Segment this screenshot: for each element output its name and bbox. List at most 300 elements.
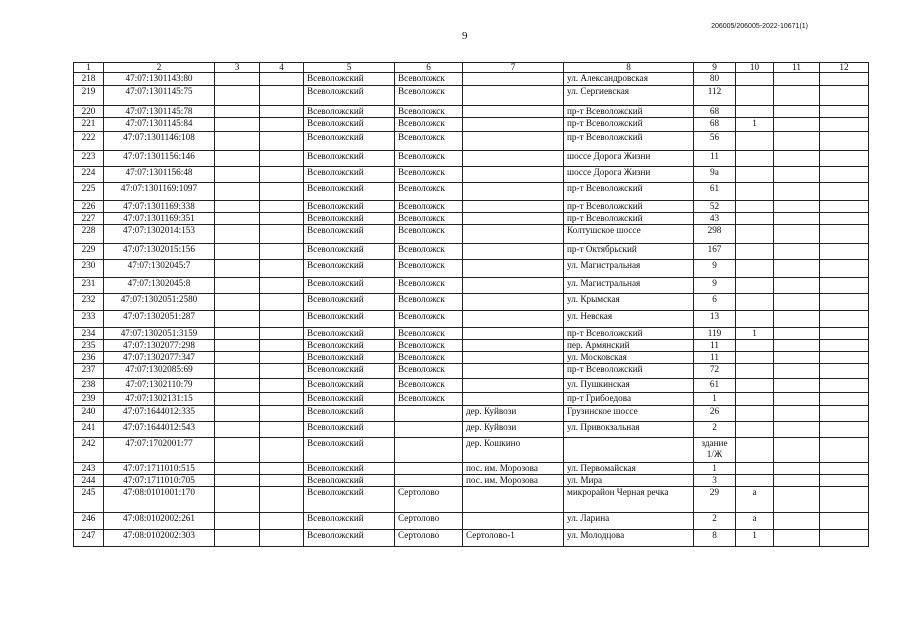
city-cell: Всеволожск (395, 106, 463, 118)
street-cell: пр-т Всеволожский (564, 364, 694, 379)
col3-cell (215, 294, 260, 311)
column-header: 11 (774, 63, 820, 73)
row-number-cell: 234 (74, 328, 104, 340)
settlement-cell (463, 487, 564, 513)
cadastral-number-cell: 47:07:1702001:77 (104, 438, 215, 463)
col12-cell (820, 487, 869, 513)
settlement-cell: пос. им. Морозова (463, 475, 564, 487)
col3-cell (215, 244, 260, 260)
city-cell (395, 406, 463, 422)
cadastral-number-cell: 47:07:1301156:48 (104, 167, 215, 183)
col4-cell (260, 475, 304, 487)
street-cell (564, 438, 694, 463)
col12-cell (820, 244, 869, 260)
col10-cell (736, 213, 774, 225)
col12-cell (820, 260, 869, 278)
settlement-cell (463, 311, 564, 328)
house-number-cell: 9а (694, 167, 736, 183)
col11-cell (774, 406, 820, 422)
col10-cell (736, 379, 774, 393)
street-cell: пр-т Всеволожский (564, 106, 694, 118)
street-cell: Грузинское шоссе (564, 406, 694, 422)
col10-cell (736, 244, 774, 260)
column-header: 6 (395, 63, 463, 73)
col3-cell (215, 260, 260, 278)
settlement-cell: пос. им. Морозова (463, 463, 564, 475)
col4-cell (260, 244, 304, 260)
col10-cell (736, 463, 774, 475)
row-number-cell: 229 (74, 244, 104, 260)
col11-cell (774, 132, 820, 151)
district-cell: Всеволожский (304, 225, 395, 244)
cadastral-number-cell: 47:07:1301146:108 (104, 132, 215, 151)
col4-cell (260, 213, 304, 225)
house-number-cell: 61 (694, 379, 736, 393)
settlement-cell (463, 132, 564, 151)
settlement-cell (463, 340, 564, 352)
col10-cell (736, 167, 774, 183)
col3-cell (215, 183, 260, 201)
house-number-cell: 11 (694, 352, 736, 364)
city-cell: Всеволожск (395, 311, 463, 328)
district-cell: Всеволожский (304, 278, 395, 294)
col12-cell (820, 379, 869, 393)
col4-cell (260, 352, 304, 364)
district-cell: Всеволожский (304, 513, 395, 530)
house-number-cell: 6 (694, 294, 736, 311)
house-number-cell: 80 (694, 73, 736, 86)
col12-cell (820, 438, 869, 463)
col12-cell (820, 201, 869, 213)
col11-cell (774, 379, 820, 393)
col4-cell (260, 86, 304, 106)
col10-cell: а (736, 487, 774, 513)
col11-cell (774, 463, 820, 475)
table-row (74, 406, 869, 422)
col11-cell (774, 86, 820, 106)
house-number-cell: 68 (694, 106, 736, 118)
row-number-cell: 236 (74, 352, 104, 364)
district-cell: Всеволожский (304, 422, 395, 438)
table-row (74, 73, 869, 86)
column-header: 5 (304, 63, 395, 73)
street-cell: ул. Московская (564, 352, 694, 364)
row-number-cell: 245 (74, 487, 104, 513)
district-cell: Всеволожский (304, 118, 395, 132)
district-cell: Всеволожский (304, 183, 395, 201)
cadastral-number-cell: 47:07:1644012:543 (104, 422, 215, 438)
city-cell: Всеволожск (395, 183, 463, 201)
city-cell: Всеволожск (395, 294, 463, 311)
col4-cell (260, 328, 304, 340)
col12-cell (820, 311, 869, 328)
col12-cell (820, 213, 869, 225)
col11-cell (774, 73, 820, 86)
col12-cell (820, 340, 869, 352)
row-number-cell: 227 (74, 213, 104, 225)
street-cell: ул. Александровская (564, 73, 694, 86)
col3-cell (215, 530, 260, 547)
street-cell: ул. Пушкинская (564, 379, 694, 393)
street-cell: пр-т Грибоедова (564, 393, 694, 406)
cadastral-number-cell: 47:07:1301143:80 (104, 73, 215, 86)
col12-cell (820, 167, 869, 183)
col3-cell (215, 328, 260, 340)
table-body (74, 73, 869, 547)
col10-cell (736, 294, 774, 311)
col11-cell (774, 167, 820, 183)
cadastral-number-cell: 47:07:1302051:287 (104, 311, 215, 328)
street-cell: ул. Магистральная (564, 278, 694, 294)
column-header: 9 (694, 63, 736, 73)
city-cell: Всеволожск (395, 340, 463, 352)
street-cell: ул. Привокзальная (564, 422, 694, 438)
city-cell: Всеволожск (395, 278, 463, 294)
district-cell: Всеволожский (304, 463, 395, 475)
settlement-cell: дер. Куйвози (463, 422, 564, 438)
settlement-cell (463, 118, 564, 132)
col4-cell (260, 487, 304, 513)
column-header: 10 (736, 63, 774, 73)
col11-cell (774, 530, 820, 547)
table-row (74, 513, 869, 530)
table-row (74, 225, 869, 244)
col12-cell (820, 422, 869, 438)
col11-cell (774, 422, 820, 438)
city-cell (395, 438, 463, 463)
settlement-cell: дер. Куйвози (463, 406, 564, 422)
district-cell: Всеволожский (304, 244, 395, 260)
col10-cell (736, 340, 774, 352)
city-cell: Всеволожск (395, 393, 463, 406)
col12-cell (820, 278, 869, 294)
col4-cell (260, 513, 304, 530)
col3-cell (215, 487, 260, 513)
table-row (74, 463, 869, 475)
cadastral-number-cell: 47:07:1302131:15 (104, 393, 215, 406)
col10-cell (736, 278, 774, 294)
district-cell: Всеволожский (304, 86, 395, 106)
col4-cell (260, 340, 304, 352)
col3-cell (215, 438, 260, 463)
settlement-cell (463, 151, 564, 167)
col3-cell (215, 364, 260, 379)
col11-cell (774, 311, 820, 328)
district-cell: Всеволожский (304, 151, 395, 167)
table-row (74, 244, 869, 260)
street-cell: пер. Армянский (564, 340, 694, 352)
city-cell: Всеволожск (395, 328, 463, 340)
cadastral-number-cell: 47:07:1302045:8 (104, 278, 215, 294)
col12-cell (820, 225, 869, 244)
col12-cell (820, 393, 869, 406)
table-row (74, 379, 869, 393)
cadastral-number-cell: 47:07:1302110:79 (104, 379, 215, 393)
column-header: 1 (74, 63, 104, 73)
column-header: 4 (260, 63, 304, 73)
col10-cell (736, 201, 774, 213)
col10-cell (736, 364, 774, 379)
col4-cell (260, 106, 304, 118)
col4-cell (260, 151, 304, 167)
row-number-cell: 220 (74, 106, 104, 118)
settlement-cell (463, 86, 564, 106)
row-number-cell: 225 (74, 183, 104, 201)
house-number-cell: 61 (694, 183, 736, 201)
house-number-cell: 56 (694, 132, 736, 151)
house-number-cell: 298 (694, 225, 736, 244)
table-row (74, 201, 869, 213)
row-number-cell: 228 (74, 225, 104, 244)
col12-cell (820, 513, 869, 530)
settlement-cell (463, 328, 564, 340)
col10-cell: а (736, 513, 774, 530)
house-number-cell: 13 (694, 311, 736, 328)
district-cell: Всеволожский (304, 73, 395, 86)
col11-cell (774, 183, 820, 201)
col11-cell (774, 260, 820, 278)
column-header: 3 (215, 63, 260, 73)
street-cell: Колтушское шоссе (564, 225, 694, 244)
col12-cell (820, 364, 869, 379)
col12-cell (820, 118, 869, 132)
col11-cell (774, 487, 820, 513)
city-cell: Сертолово (395, 487, 463, 513)
street-cell: пр-т Всеволожский (564, 183, 694, 201)
district-cell: Всеволожский (304, 311, 395, 328)
city-cell: Всеволожск (395, 213, 463, 225)
city-cell: Всеволожск (395, 352, 463, 364)
settlement-cell (463, 183, 564, 201)
city-cell: Всеволожск (395, 379, 463, 393)
house-number-cell: 2 (694, 422, 736, 438)
cadastral-number-cell: 47:07:1301145:84 (104, 118, 215, 132)
column-header: 7 (463, 63, 564, 73)
col10-cell: 1 (736, 118, 774, 132)
col3-cell (215, 475, 260, 487)
col3-cell (215, 393, 260, 406)
cadastral-number-cell: 47:07:1711010:515 (104, 463, 215, 475)
cadastral-number-cell: 47:07:1301145:75 (104, 86, 215, 106)
city-cell: Сертолово (395, 513, 463, 530)
col10-cell (736, 393, 774, 406)
cadastral-number-cell: 47:07:1302015:156 (104, 244, 215, 260)
house-number-cell: 52 (694, 201, 736, 213)
table-row (74, 422, 869, 438)
col4-cell (260, 260, 304, 278)
street-cell: ул. Сергиевская (564, 86, 694, 106)
col4-cell (260, 118, 304, 132)
street-cell: ул. Магистральная (564, 260, 694, 278)
district-cell: Всеволожский (304, 530, 395, 547)
col3-cell (215, 86, 260, 106)
col11-cell (774, 475, 820, 487)
row-number-cell: 221 (74, 118, 104, 132)
row-number-cell: 238 (74, 379, 104, 393)
house-number-cell: 9 (694, 278, 736, 294)
table-row (74, 294, 869, 311)
row-number-cell: 232 (74, 294, 104, 311)
cadastral-number-cell: 47:07:1301156:146 (104, 151, 215, 167)
house-number-cell: 112 (694, 86, 736, 106)
col10-cell (736, 475, 774, 487)
row-number-cell: 231 (74, 278, 104, 294)
col4-cell (260, 278, 304, 294)
column-header: 8 (564, 63, 694, 73)
district-cell: Всеволожский (304, 132, 395, 151)
settlement-cell (463, 379, 564, 393)
city-cell: Всеволожск (395, 167, 463, 183)
house-number-cell: 9 (694, 260, 736, 278)
table-row (74, 530, 869, 547)
house-number-cell: 72 (694, 364, 736, 379)
col4-cell (260, 406, 304, 422)
col12-cell (820, 86, 869, 106)
row-number-cell: 239 (74, 393, 104, 406)
col10-cell (736, 86, 774, 106)
cadastral-number-cell: 47:08:0102002:303 (104, 530, 215, 547)
col10-cell: 1 (736, 328, 774, 340)
objects-table (73, 62, 869, 547)
house-number-cell: 29 (694, 487, 736, 513)
table-row (74, 167, 869, 183)
house-number-cell: 11 (694, 151, 736, 167)
district-cell: Всеволожский (304, 106, 395, 118)
col10-cell (736, 73, 774, 86)
city-cell (395, 463, 463, 475)
col4-cell (260, 379, 304, 393)
table-row (74, 132, 869, 151)
cadastral-number-cell: 47:08:0101001:170 (104, 487, 215, 513)
cadastral-number-cell: 47:07:1301169:351 (104, 213, 215, 225)
district-cell: Всеволожский (304, 201, 395, 213)
table-row (74, 151, 869, 167)
cadastral-number-cell: 47:07:1301169:338 (104, 201, 215, 213)
col11-cell (774, 328, 820, 340)
col3-cell (215, 151, 260, 167)
col3-cell (215, 340, 260, 352)
col4-cell (260, 294, 304, 311)
col4-cell (260, 530, 304, 547)
city-cell: Всеволожск (395, 201, 463, 213)
col3-cell (215, 167, 260, 183)
col10-cell (736, 438, 774, 463)
col4-cell (260, 73, 304, 86)
document-id: 206005/206005-2022-10671(1) (711, 23, 808, 30)
cadastral-number-cell: 47:07:1302051:3159 (104, 328, 215, 340)
col11-cell (774, 340, 820, 352)
column-header: 12 (820, 63, 869, 73)
district-cell: Всеволожский (304, 487, 395, 513)
col10-cell (736, 106, 774, 118)
city-cell: Всеволожск (395, 260, 463, 278)
cadastral-number-cell: 47:08:0102002:261 (104, 513, 215, 530)
cadastral-number-cell: 47:07:1302045:7 (104, 260, 215, 278)
col10-cell (736, 183, 774, 201)
col4-cell (260, 422, 304, 438)
house-number-cell: 26 (694, 406, 736, 422)
page-number: 9 (462, 30, 468, 42)
col11-cell (774, 225, 820, 244)
settlement-cell (463, 244, 564, 260)
cadastral-number-cell: 47:07:1301145:78 (104, 106, 215, 118)
district-cell: Всеволожский (304, 379, 395, 393)
col10-cell (736, 352, 774, 364)
col11-cell (774, 278, 820, 294)
district-cell: Всеволожский (304, 340, 395, 352)
district-cell: Всеволожский (304, 213, 395, 225)
col3-cell (215, 132, 260, 151)
house-number-cell: 43 (694, 213, 736, 225)
col11-cell (774, 438, 820, 463)
settlement-cell (463, 73, 564, 86)
house-number-cell: 2 (694, 513, 736, 530)
city-cell: Всеволожск (395, 86, 463, 106)
district-cell: Всеволожский (304, 438, 395, 463)
col11-cell (774, 393, 820, 406)
col4-cell (260, 311, 304, 328)
col11-cell (774, 151, 820, 167)
col12-cell (820, 294, 869, 311)
house-number-cell: 1 (694, 393, 736, 406)
row-number-cell: 241 (74, 422, 104, 438)
table-row (74, 340, 869, 352)
col3-cell (215, 213, 260, 225)
street-cell: ул. Ларина (564, 513, 694, 530)
table-row (74, 260, 869, 278)
col12-cell (820, 352, 869, 364)
settlement-cell (463, 201, 564, 213)
street-cell: ул. Первомайская (564, 463, 694, 475)
col11-cell (774, 513, 820, 530)
col10-cell (736, 422, 774, 438)
settlement-cell (463, 513, 564, 530)
table-row (74, 278, 869, 294)
street-cell: шоссе Дорога Жизни (564, 167, 694, 183)
district-cell: Всеволожский (304, 364, 395, 379)
col3-cell (215, 118, 260, 132)
city-cell (395, 475, 463, 487)
city-cell (395, 422, 463, 438)
col3-cell (215, 422, 260, 438)
cadastral-number-cell: 47:07:1644012:335 (104, 406, 215, 422)
table-row (74, 106, 869, 118)
col11-cell (774, 352, 820, 364)
table-row (74, 393, 869, 406)
street-cell: ул. Крымская (564, 294, 694, 311)
col12-cell (820, 132, 869, 151)
col12-cell (820, 406, 869, 422)
col3-cell (215, 463, 260, 475)
settlement-cell (463, 213, 564, 225)
col11-cell (774, 201, 820, 213)
col10-cell (736, 151, 774, 167)
row-number-cell: 218 (74, 73, 104, 86)
settlement-cell (463, 278, 564, 294)
col3-cell (215, 225, 260, 244)
street-cell: пр-т Всеволожский (564, 213, 694, 225)
row-number-cell: 222 (74, 132, 104, 151)
table-row (74, 487, 869, 513)
house-number-cell: 3 (694, 475, 736, 487)
row-number-cell: 223 (74, 151, 104, 167)
cadastral-number-cell: 47:07:1302051:2580 (104, 294, 215, 311)
col10-cell (736, 311, 774, 328)
col3-cell (215, 352, 260, 364)
cadastral-number-cell: 47:07:1302014:153 (104, 225, 215, 244)
city-cell: Всеволожск (395, 225, 463, 244)
col12-cell (820, 106, 869, 118)
